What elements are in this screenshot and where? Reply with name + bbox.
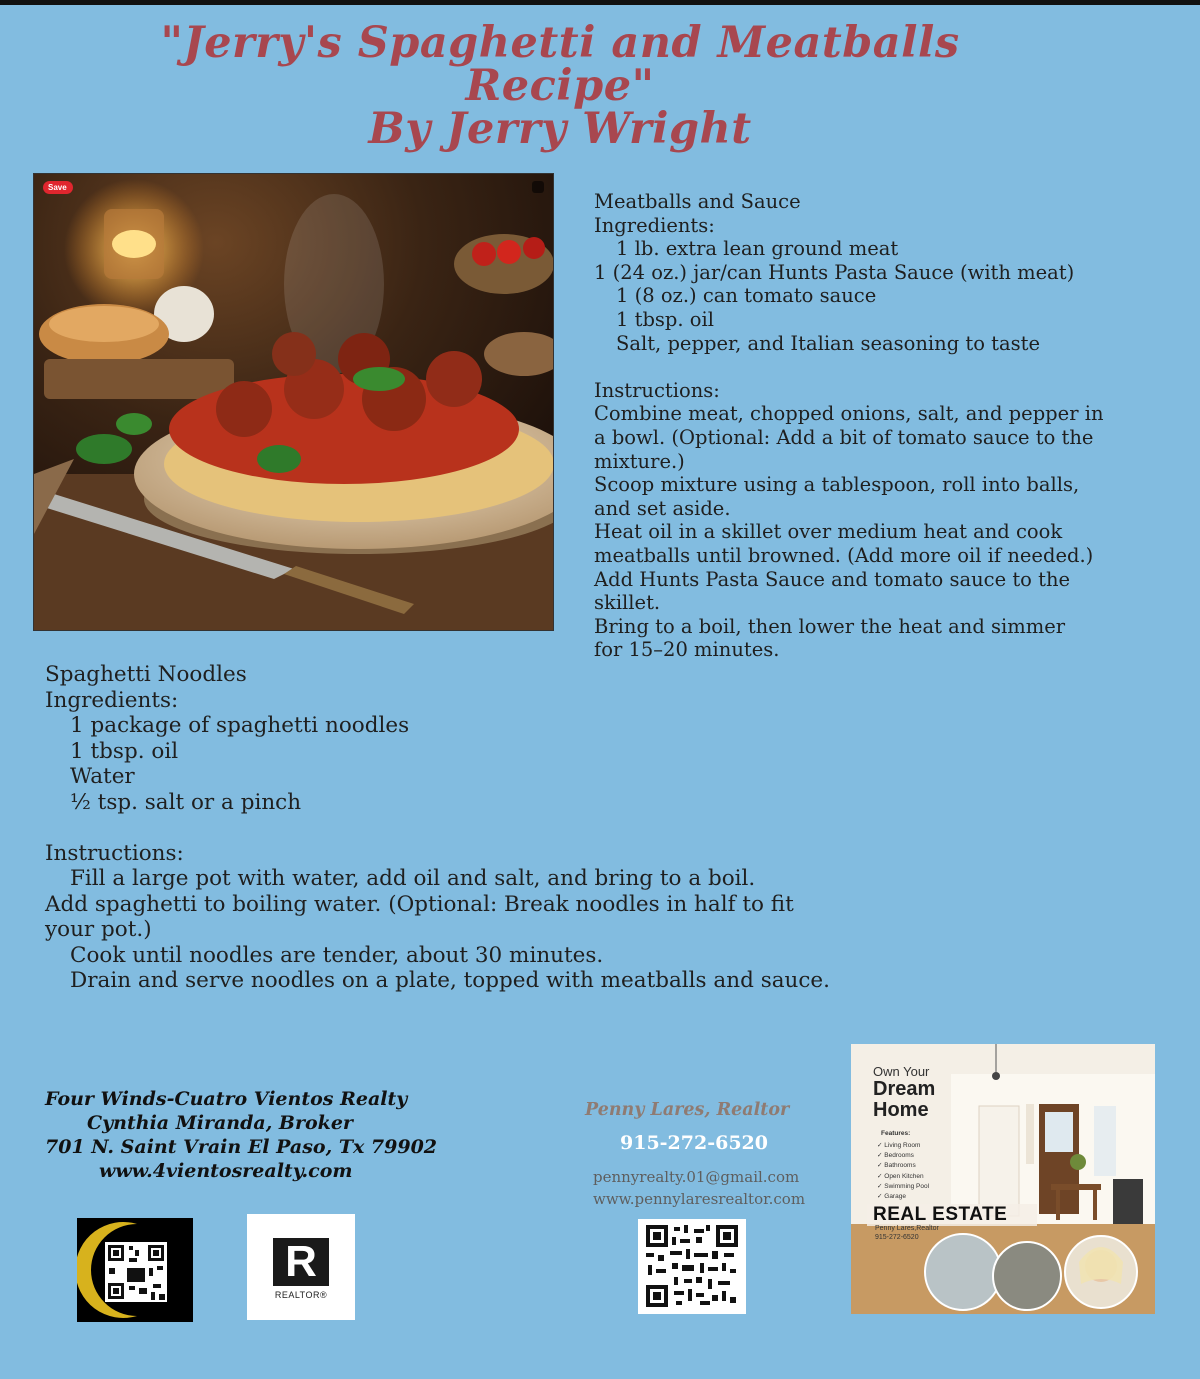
meatballs-step: Combine meat, chopped onions, salt, and pepper in a bowl. (Optional: Add a bit of tomato sauce to the mixture.) [594,402,1104,473]
meatballs-heading: Meatballs and Sauce [594,190,801,213]
title-line-1: "Jerry's Spaghetti and Meatballs [160,18,960,68]
company-website[interactable]: www.4vientosrealty.com [99,1160,353,1182]
ad-agent: Penny Lares,Realtor [875,1225,939,1232]
ad-feature: ✓ Living Room [877,1142,921,1149]
meatballs-ingredient: 1 (8 oz.) can tomato sauce [616,284,877,308]
noodles-ingredients-label: Ingredients: [45,687,179,713]
meatballs-instructions-label: Instructions: [594,378,720,402]
realtor-phone[interactable]: 915-272-6520 [620,1132,768,1154]
noodles-section [45,662,835,994]
noodles-ingredient: Water [70,764,135,789]
realtor-website[interactable]: www.pennylaresrealtor.com [593,1190,806,1208]
meatballs-step: Bring to a boil, then lower the heat and simmer for 15–20 minutes. [594,614,1066,662]
contact-qr-code[interactable] [638,1219,746,1314]
ad-own: Own Your [873,1064,930,1079]
company-broker: Cynthia Miranda, Broker [87,1112,353,1134]
ad-real-estate: REAL ESTATE [873,1204,1008,1225]
realtor-r-icon: R [273,1238,329,1286]
meatballs-ingredient: Salt, pepper, and Italian seasoning to taste [616,331,1041,355]
real-estate-ad[interactable] [851,1044,1155,1314]
company-name: Four Winds-Cuatro Vientos Realty [45,1088,408,1110]
noodles-ingredient: 1 tbsp. oil [70,738,179,764]
meatballs-step: Add Hunts Pasta Sauce and tomato sauce to the skillet. [594,567,1071,615]
ad-feature: ✓ Bathrooms [877,1162,916,1169]
meatballs-step: Scoop mixture using a tablespoon, roll into balls, and set aside. [594,473,1080,520]
title-line-2: Recipe" [465,61,655,111]
noodles-ingredient: ½ tsp. salt or a pinch [70,789,302,815]
save-button[interactable]: Save [43,181,73,194]
expand-icon[interactable] [532,181,544,193]
meatballs-ingredient: 1 lb. extra lean ground meat [616,237,899,261]
realtor-email[interactable]: pennyrealty.01@gmail.com [593,1168,800,1186]
company-logo-qr[interactable] [77,1218,193,1322]
ad-feature: ✓ Bedrooms [877,1152,914,1159]
ad-feature: ✓ Open Kitchen [877,1173,924,1180]
realtor-logo-label: REALTOR® [274,1290,328,1300]
noodles-step: Cook until noodles are tender, about 30 minutes. [70,942,604,968]
meatballs-ingredient: 1 tbsp. oil [616,307,715,331]
noodles-ingredient: 1 package of spaghetti noodles [70,713,410,738]
ad-features-label: Features: [881,1130,911,1137]
realtor-name: Penny Lares, Realtor [585,1100,790,1120]
noodles-step: Add spaghetti to boiling water. (Optional: Break noodles in half to fit your pot.) [45,891,794,942]
spaghetti-photo [33,173,554,631]
ad-agent-phone: 915-272-6520 [875,1234,919,1241]
noodles-step: Drain and serve noodles on a plate, topped with meatballs and sauce. [70,968,830,993]
ad-dream-home [873,1079,935,1121]
meatballs-ingredient: 1 (24 oz.) jar/can Hunts Pasta Sauce (with meat) [594,260,1075,284]
spaghetti-illustration [34,174,553,630]
noodles-instructions-label: Instructions: [45,840,184,866]
ad-feature: ✓ Swimming Pool [877,1183,930,1190]
page-title [40,18,1080,154]
meatballs-step: Heat oil in a skillet over medium heat and cook meatballs until browned. (Add more oil if needed.) [594,520,1094,567]
ad-dream: Dream [873,1078,936,1100]
noodles-heading: Spaghetti Noodles [45,662,247,687]
meatballs-section [594,190,1114,662]
company-info [45,1087,437,1183]
ad-feature: ✓ Garage [877,1193,906,1200]
company-address: 701 N. Saint Vrain El Paso, Tx 79902 [45,1136,438,1158]
noodles-step: Fill a large pot with water, add oil and salt, and bring to a boil. [70,866,756,891]
top-border [0,0,1200,5]
title-line-3: By Jerry Wright [368,104,752,154]
meatballs-ingredients-label: Ingredients: [594,213,715,237]
ad-home: Home [873,1099,929,1121]
realtor-logo [247,1214,355,1320]
